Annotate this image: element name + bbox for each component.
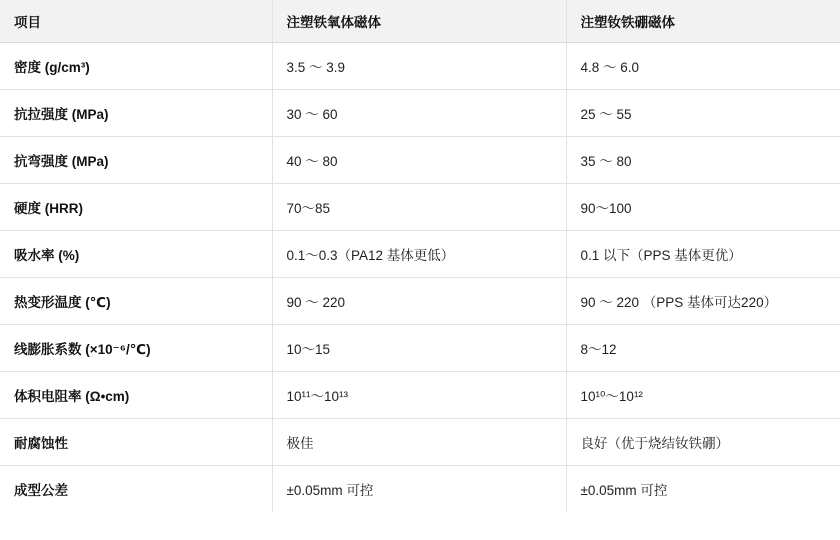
cell-ndfeb: 8～12 <box>566 325 840 372</box>
table-row <box>0 419 840 466</box>
table-row <box>0 278 840 325</box>
cell-ferrite: 90 ～ 220 <box>272 278 566 325</box>
table-body <box>0 43 840 513</box>
row-label: 密度 (g/cm³) <box>0 43 272 90</box>
row-label: 抗弯强度 (MPa) <box>0 137 272 184</box>
cell-ndfeb: 25 ～ 55 <box>566 90 840 137</box>
row-label: 抗拉强度 (MPa) <box>0 90 272 137</box>
cell-ferrite: 极佳 <box>272 419 566 466</box>
table-row <box>0 325 840 372</box>
row-label: 体积电阻率 (Ω•cm) <box>0 372 272 419</box>
table-row <box>0 137 840 184</box>
cell-ndfeb: 90～100 <box>566 184 840 231</box>
table-row <box>0 466 840 513</box>
row-label: 成型公差 <box>0 466 272 513</box>
cell-ferrite: 3.5 ～ 3.9 <box>272 43 566 90</box>
cell-ferrite: ±0.05mm 可控 <box>272 466 566 513</box>
table-row <box>0 372 840 419</box>
table-row <box>0 90 840 137</box>
cell-ferrite: 10¹¹～10¹³ <box>272 372 566 419</box>
row-label: 热变形温度 (℃) <box>0 278 272 325</box>
cell-ndfeb: 0.1 以下（PPS 基体更优） <box>566 231 840 278</box>
table-header <box>0 0 840 43</box>
column-header-ferrite: 注塑铁氧体磁体 <box>272 0 566 43</box>
cell-ndfeb: 90 ～ 220 （PPS 基体可达220） <box>566 278 840 325</box>
cell-ferrite: 0.1～0.3（PA12 基体更低） <box>272 231 566 278</box>
row-label: 硬度 (HRR) <box>0 184 272 231</box>
table-row <box>0 184 840 231</box>
column-header-ndfeb: 注塑钕铁硼磁体 <box>566 0 840 43</box>
row-label: 吸水率 (%) <box>0 231 272 278</box>
cell-ndfeb: ±0.05mm 可控 <box>580 483 668 498</box>
column-header-item: 项目 <box>0 0 272 43</box>
cell-ferrite: 30 ～ 60 <box>272 90 566 137</box>
row-label: 耐腐蚀性 <box>0 419 272 466</box>
cell-ndfeb: 10¹⁰～10¹² <box>566 372 840 419</box>
cell-ndfeb: 35 ～ 80 <box>566 137 840 184</box>
table-row <box>0 43 840 90</box>
cell-ferrite: 70～85 <box>272 184 566 231</box>
row-label: 线膨胀系数 (×10⁻⁶/℃) <box>0 325 272 372</box>
cell-ndfeb: 4.8 ～ 6.0 <box>566 43 840 90</box>
table-header-row <box>0 0 840 43</box>
table-row <box>0 231 840 278</box>
cell-ferrite: 10～15 <box>272 325 566 372</box>
cell-ndfeb: 良好（优于烧结钕铁硼） <box>566 419 840 466</box>
cell-ferrite: 40 ～ 80 <box>272 137 566 184</box>
